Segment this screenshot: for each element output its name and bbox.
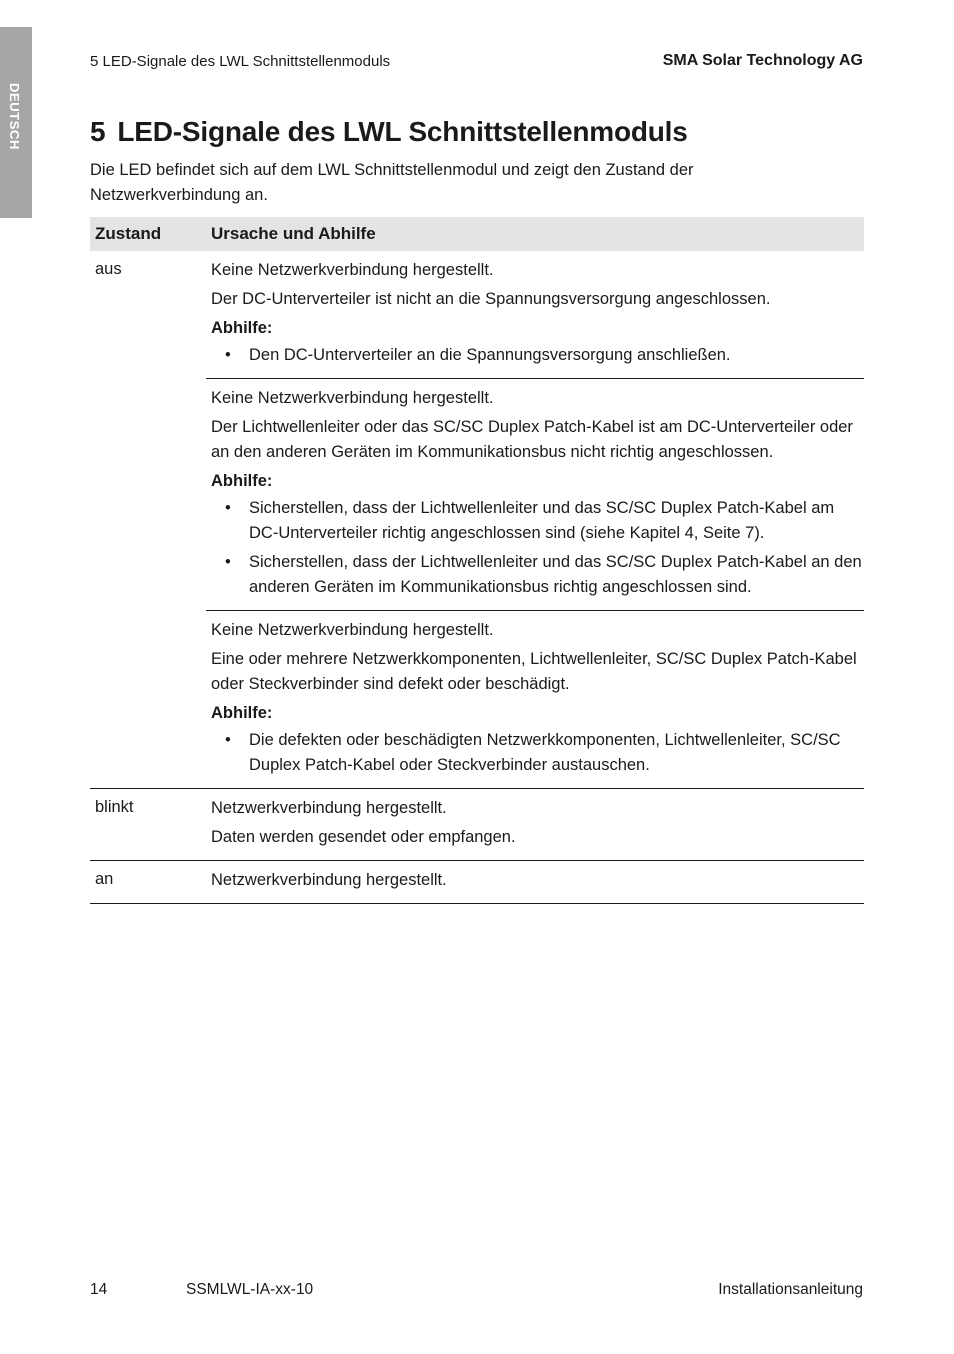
cause-block xyxy=(206,378,864,610)
cause-cell xyxy=(206,861,864,903)
page-title xyxy=(90,116,688,148)
remedy-text: Sicherstellen, dass der Lichtwellenleiter und das SC/SC Duplex Patch-Kabel am DC-Unterverteiler richtig angeschlossen sind (siehe Kapitel 4, Seite 7). xyxy=(249,499,835,542)
table-row xyxy=(90,861,864,904)
header-section-title: 5 LED-Signale des LWL Schnittstellenmoduls xyxy=(90,53,391,70)
bullet-icon: • xyxy=(225,346,231,364)
remedy-list xyxy=(211,496,864,600)
cause-cell xyxy=(206,789,864,860)
cause-block xyxy=(206,610,864,788)
chapter-number: 5 xyxy=(90,116,106,147)
document-code: SSMLWL-IA-xx-10 xyxy=(186,1281,314,1298)
remedy-text: Die defekten oder beschädigten Netzwerkkomponenten, Lichtwellenleiter, SC/SC Duplex Patch-Kabel oder Steckverbinder austauschen. xyxy=(249,731,841,774)
cause-text: Netzwerkverbindung hergestellt. xyxy=(211,799,447,817)
table-row xyxy=(90,789,864,861)
list-item xyxy=(211,496,864,546)
remedy-label: Abhilfe: xyxy=(211,472,273,490)
column-header-state: Zustand xyxy=(95,224,162,243)
cause-text: Keine Netzwerkverbindung hergestellt. xyxy=(211,261,494,279)
remedy-text: Sicherstellen, dass der Lichtwellenleiter und das SC/SC Duplex Patch-Kabel an den anderen Geräten im Kommunikationsbus richtig angeschlossen sind. xyxy=(249,553,862,596)
cause-block xyxy=(206,789,864,860)
list-item xyxy=(211,343,864,368)
bullet-icon: • xyxy=(225,731,231,749)
cause-text: Daten werden gesendet oder empfangen. xyxy=(211,828,516,846)
cause-cell xyxy=(206,251,864,788)
cause-text: Netzwerkverbindung hergestellt. xyxy=(211,871,447,889)
remedy-list xyxy=(211,343,864,368)
list-item xyxy=(211,728,864,778)
table-body xyxy=(90,251,864,904)
document-type: Installationsanleitung xyxy=(718,1281,863,1298)
remedy-list xyxy=(211,728,864,778)
cause-block xyxy=(206,251,864,378)
cause-text: Der Lichtwellenleiter oder das SC/SC Duplex Patch-Kabel ist am DC-Unterverteiler oder an den anderen Geräten im Kommunikationsbus nicht richtig angeschlossen. xyxy=(211,418,853,461)
table-row xyxy=(90,251,864,789)
remedy-label: Abhilfe: xyxy=(211,319,273,337)
page-number: 14 xyxy=(90,1281,108,1298)
bullet-icon: • xyxy=(225,499,231,517)
cause-text: Der DC-Unterverteiler ist nicht an die Spannungsversorgung angeschlossen. xyxy=(211,290,771,308)
cause-text: Keine Netzwerkverbindung hergestellt. xyxy=(211,621,494,639)
remedy-label: Abhilfe: xyxy=(211,704,273,722)
list-item xyxy=(211,550,864,600)
cause-block xyxy=(206,861,864,903)
language-tab-label: DEUTSCH xyxy=(7,83,22,151)
state-cell: aus xyxy=(95,260,122,278)
language-tab xyxy=(0,27,32,218)
intro-paragraph: Die LED befindet sich auf dem LWL Schnittstellenmodul und zeigt den Zustand der Netzwerkverbindung an. xyxy=(90,161,694,204)
state-cell: an xyxy=(95,870,114,888)
header-company: SMA Solar Technology AG xyxy=(662,52,863,69)
cause-text: Keine Netzwerkverbindung hergestellt. xyxy=(211,389,494,407)
chapter-title: LED-Signale des LWL Schnittstellenmoduls xyxy=(117,116,688,147)
cause-text: Eine oder mehrere Netzwerkkomponenten, Lichtwellenleiter, SC/SC Duplex Patch-Kabel oder Steckverbinder sind defekt oder beschädigt. xyxy=(211,650,857,693)
column-header-cause: Ursache und Abhilfe xyxy=(211,224,376,243)
led-status-table xyxy=(90,217,864,904)
remedy-text: Den DC-Unterverteiler an die Spannungsversorgung anschließen. xyxy=(249,346,731,364)
bullet-icon: • xyxy=(225,553,231,571)
state-cell: blinkt xyxy=(95,798,134,816)
table-header xyxy=(90,217,864,251)
